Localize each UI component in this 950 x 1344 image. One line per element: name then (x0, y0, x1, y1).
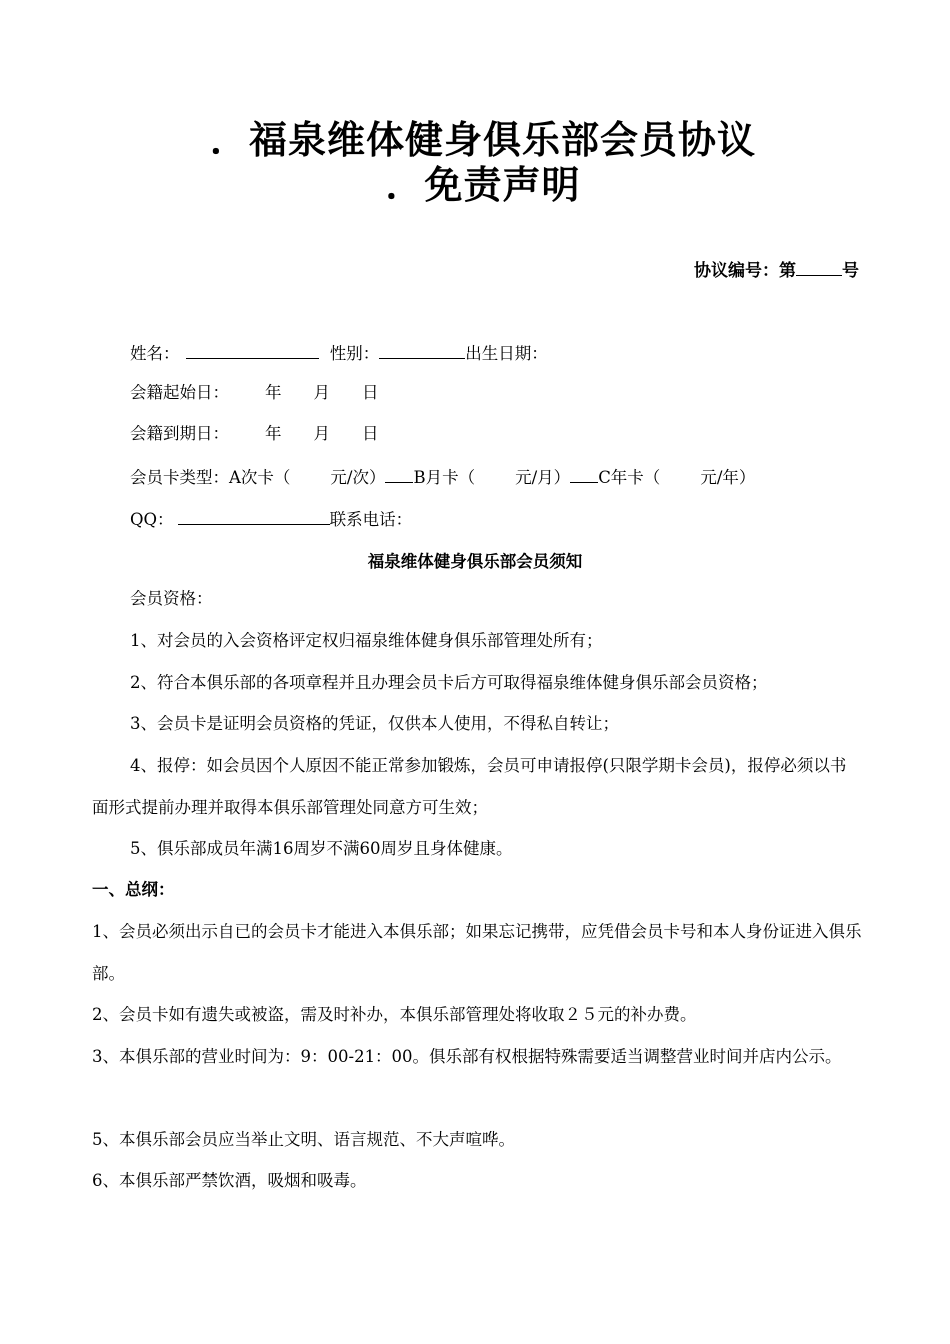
general-item-2: 2、会员卡如有遗失或被盗，需及时补办，本俱乐部管理处将收取２５元的补办费。 (92, 1005, 697, 1024)
qq-label: QQ： (130, 510, 174, 529)
name-label: 姓名： (130, 344, 180, 363)
gender-label: 性别： (329, 344, 380, 363)
qualification-heading: 会员资格： (130, 589, 213, 608)
start-date-label: 会籍起始日： (130, 383, 229, 402)
card-c-unit: 元/年） (700, 468, 756, 487)
document-title-line-2: ．免责声明 (385, 163, 581, 207)
notice-item-2: 2、符合本俱乐部的各项章程并且办理会员卡后方可取得福泉维体健身俱乐部会员资格； (130, 673, 768, 692)
form-row-start-date (130, 381, 379, 405)
notice-item-5: 5、俱乐部成员年满16周岁不满60周岁且身体健康。 (130, 839, 513, 858)
gender-field[interactable] (379, 340, 465, 359)
general-item-6: 6、本俱乐部严禁饮酒，吸烟和吸毒。 (92, 1171, 367, 1190)
card-b-label: B月卡（ (413, 468, 476, 487)
card-b-field[interactable] (570, 464, 598, 483)
name-field[interactable] (186, 340, 319, 359)
card-a-field[interactable] (385, 464, 413, 483)
form-row-name (130, 340, 548, 366)
form-row-contact (130, 506, 412, 532)
notice-item-4: 4、报停：如会员因个人原因不能正常参加锻炼，会员可申请报停(只限学期卡会员)，报停必须以书面形式提前办理并取得本俱乐部管理处同意方可生效； (92, 756, 847, 817)
form-row-end-date (130, 422, 379, 446)
agreement-number-label: 协议编号：第 (694, 261, 796, 281)
qq-field[interactable] (178, 506, 330, 525)
card-c-label: C年卡（ (598, 468, 661, 487)
document-title-line-1: ．福泉维体健身俱乐部会员协议 (209, 118, 756, 162)
agreement-number-suffix: 号 (842, 261, 859, 281)
end-day: 日 (362, 424, 379, 443)
card-type-label: 会员卡类型：A次卡（ (130, 468, 291, 487)
end-year: 年 (265, 424, 282, 443)
agreement-number (694, 256, 859, 281)
general-item-1: 1、会员必须出示自已的会员卡才能进入本俱乐部；如果忘记携带，应凭借会员卡号和本人身份证进入俱乐部。 (92, 922, 862, 983)
agreement-number-blank[interactable] (796, 257, 842, 276)
start-month: 月 (313, 383, 330, 402)
notice-item-1: 1、对会员的入会资格评定权归福泉维体健身俱乐部管理处所有； (130, 631, 603, 650)
notice-item-3: 3、会员卡是证明会员资格的凭证，仅供本人使用，不得私自转让； (130, 714, 619, 733)
start-day: 日 (362, 383, 379, 402)
end-month: 月 (313, 424, 330, 443)
form-row-card-type (130, 464, 755, 490)
notice-heading: 福泉维体健身俱乐部会员须知 (367, 552, 583, 571)
start-year: 年 (265, 383, 282, 402)
phone-label: 联系电话： (329, 510, 413, 529)
general-item-5: 5、本俱乐部会员应当举止文明、语言规范、不大声喧哗。 (92, 1130, 515, 1149)
general-item-3: 3、本俱乐部的营业时间为：9：00-21：00。俱乐部有权根据特殊需要适当调整营业时间并店内公示。 (92, 1047, 842, 1066)
card-a-unit: 元/次） (330, 468, 386, 487)
card-b-unit: 元/月） (515, 468, 571, 487)
general-heading: 一、总纲： (92, 880, 175, 899)
end-date-label: 会籍到期日： (130, 424, 229, 443)
birth-label: 出生日期： (465, 344, 548, 363)
